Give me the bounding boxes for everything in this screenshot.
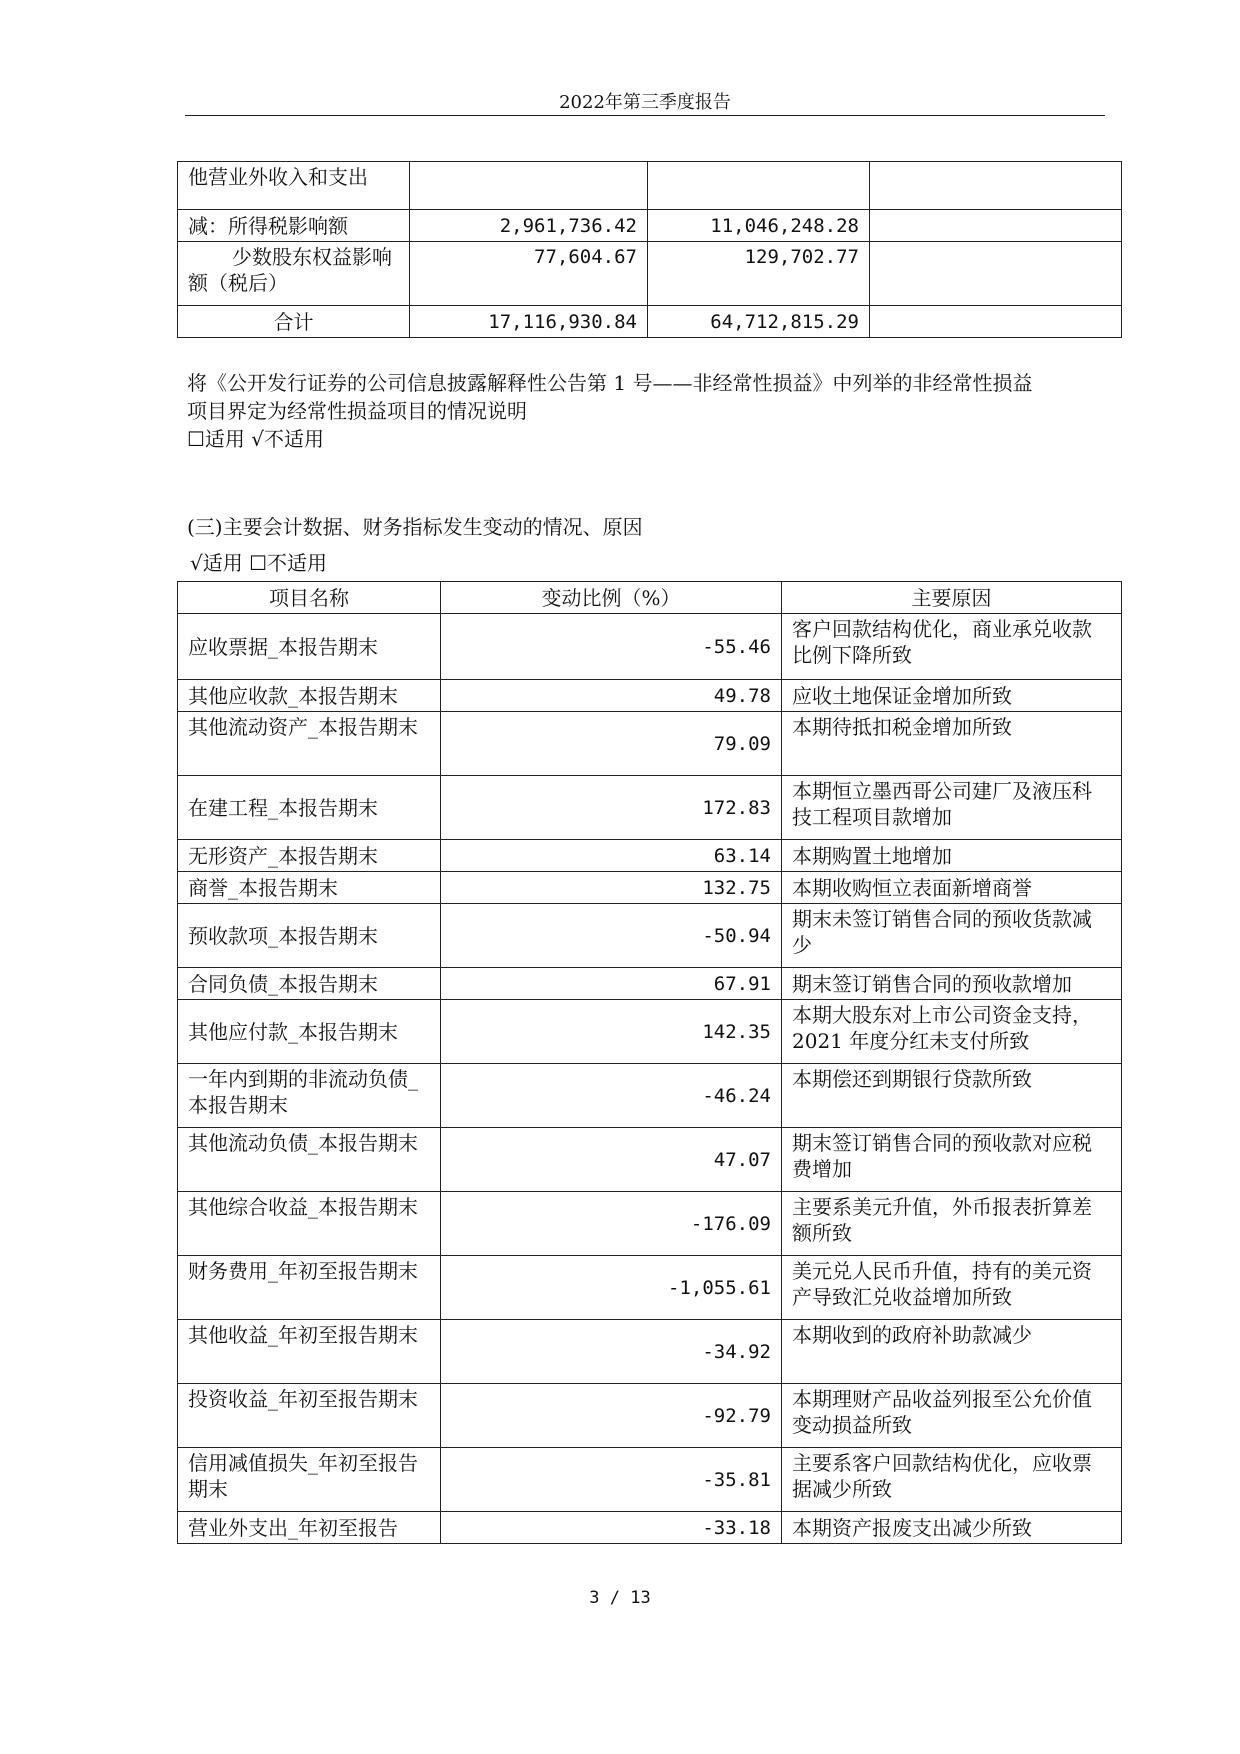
table-row [178, 306, 1122, 338]
item-cell: 其他收益_年初至报告期末 [178, 1320, 441, 1384]
section-title: (三)主要会计数据、财务指标发生变动的情况、原因 [187, 515, 643, 539]
item-cell: 其他应付款_本报告期末 [178, 1000, 441, 1064]
ytd-cell: 64,712,815.29 [648, 306, 870, 338]
table-row [178, 1000, 1122, 1064]
table-row [178, 872, 1122, 904]
column-header-item: 项目名称 [178, 582, 441, 614]
header-divider [185, 115, 1105, 116]
table-row [178, 242, 1122, 306]
ratio-cell: -50.94 [441, 904, 782, 968]
column-header-reason: 主要原因 [782, 582, 1122, 614]
ytd-cell: 129,702.77 [648, 242, 870, 306]
reason-cell: 本期待抵扣税金增加所致 [782, 712, 1122, 776]
item-cell: 其他应收款_本报告期末 [178, 680, 441, 712]
table-row [178, 210, 1122, 242]
reason-cell: 期末签订销售合同的预收款增加 [782, 968, 1122, 1000]
item-cell: 财务费用_年初至报告期末 [178, 1256, 441, 1320]
ratio-cell: -33.18 [441, 1512, 782, 1544]
ratio-cell: 142.35 [441, 1000, 782, 1064]
ratio-cell: 79.09 [441, 712, 782, 776]
ratio-cell: -35.81 [441, 1448, 782, 1512]
table-row [178, 776, 1122, 840]
ratio-cell: -92.79 [441, 1384, 782, 1448]
paragraph-line: 项目界定为经常性损益项目的情况说明 [187, 399, 527, 423]
item-cell: 无形资产_本报告期末 [178, 840, 441, 872]
item-cell: 投资收益_年初至报告期末 [178, 1384, 441, 1448]
reason-cell: 期末未签订销售合同的预收货款减少 [782, 904, 1122, 968]
ratio-cell: -34.92 [441, 1320, 782, 1384]
explanation-paragraph [187, 369, 1117, 453]
reason-cell: 本期收到的政府补助款减少 [782, 1320, 1122, 1384]
item-cell: 合同负债_本报告期末 [178, 968, 441, 1000]
reason-cell: 本期收购恒立表面新增商誉 [782, 872, 1122, 904]
reason-cell: 应收土地保证金增加所致 [782, 680, 1122, 712]
table-row [178, 968, 1122, 1000]
table-header-row [178, 582, 1122, 614]
item-cell: 商誉_本报告期末 [178, 872, 441, 904]
current-period-cell: 2,961,736.42 [410, 210, 648, 242]
reason-cell: 本期大股东对上市公司资金支持，2021 年度分红未支付所致 [782, 1000, 1122, 1064]
current-period-cell: 77,604.67 [410, 242, 648, 306]
paragraph-line: 将《公开发行证券的公司信息披露解释性公告第 1 号——非经常性损益》中列举的非经常性损益 [187, 371, 1033, 395]
ratio-cell: -55.46 [441, 614, 782, 680]
current-period-cell [410, 162, 648, 210]
reason-cell: 本期恒立墨西哥公司建厂及液压科技工程项目款增加 [782, 776, 1122, 840]
reason-cell: 客户回款结构优化，商业承兑收款比例下降所致 [782, 614, 1122, 680]
reason-cell: 本期购置土地增加 [782, 840, 1122, 872]
ratio-cell: 63.14 [441, 840, 782, 872]
table-row [178, 904, 1122, 968]
table-row [178, 1128, 1122, 1192]
table-row [178, 1064, 1122, 1128]
table-row [178, 1448, 1122, 1512]
ytd-cell [648, 162, 870, 210]
table-row [178, 162, 1122, 210]
ratio-cell: 49.78 [441, 680, 782, 712]
ratio-cell: -46.24 [441, 1064, 782, 1128]
item-cell: 信用减值损失_年初至报告期末 [178, 1448, 441, 1512]
table-row [178, 1384, 1122, 1448]
table-row [178, 1512, 1122, 1544]
current-period-cell: 17,116,930.84 [410, 306, 648, 338]
item-cell: 合计 [178, 306, 410, 338]
item-cell: 少数股东权益影响额（税后） [178, 242, 410, 306]
item-cell: 他营业外收入和支出 [178, 162, 410, 210]
reason-cell: 期末签订销售合同的预收款对应税费增加 [782, 1128, 1122, 1192]
column-header-ratio: 变动比例（%） [441, 582, 782, 614]
page-header-title: 2022年第三季度报告 [559, 92, 731, 113]
ratio-cell: -176.09 [441, 1192, 782, 1256]
page-number: 3 / 13 [589, 1588, 651, 1608]
applicability-options: ☐适用 √不适用 [187, 427, 325, 451]
reason-cell: 本期偿还到期银行贷款所致 [782, 1064, 1122, 1128]
ratio-cell: -1,055.61 [441, 1256, 782, 1320]
table-row [178, 712, 1122, 776]
note-cell [870, 210, 1122, 242]
item-cell: 其他流动资产_本报告期末 [178, 712, 441, 776]
non-recurring-items-table [177, 161, 1122, 338]
ratio-cell: 67.91 [441, 968, 782, 1000]
reason-cell: 主要系客户回款结构优化，应收票据减少所致 [782, 1448, 1122, 1512]
item-cell: 其他综合收益_本报告期末 [178, 1192, 441, 1256]
ytd-cell: 11,046,248.28 [648, 210, 870, 242]
item-cell: 应收票据_本报告期末 [178, 614, 441, 680]
reason-cell: 美元兑人民币升值，持有的美元资产导致汇兑收益增加所致 [782, 1256, 1122, 1320]
note-cell [870, 242, 1122, 306]
note-cell [870, 306, 1122, 338]
item-cell: 预收款项_本报告期末 [178, 904, 441, 968]
table-row [178, 1320, 1122, 1384]
item-cell: 一年内到期的非流动负债_本报告期末 [178, 1064, 441, 1128]
reason-cell: 本期理财产品收益列报至公允价值变动损益所致 [782, 1384, 1122, 1448]
applicability-options: √适用 ☐不适用 [190, 551, 328, 575]
item-cell: 其他流动负债_本报告期末 [178, 1128, 441, 1192]
item-cell: 营业外支出_年初至报告 [178, 1512, 441, 1544]
reason-cell: 主要系美元升值，外币报表折算差额所致 [782, 1192, 1122, 1256]
table-row [178, 840, 1122, 872]
reason-cell: 本期资产报废支出减少所致 [782, 1512, 1122, 1544]
major-changes-table [177, 581, 1122, 1544]
ratio-cell: 47.07 [441, 1128, 782, 1192]
table-row [178, 614, 1122, 680]
major-changes-body [178, 614, 1122, 1544]
ratio-cell: 132.75 [441, 872, 782, 904]
item-cell: 在建工程_本报告期末 [178, 776, 441, 840]
ratio-cell: 172.83 [441, 776, 782, 840]
table-row [178, 1192, 1122, 1256]
note-cell [870, 162, 1122, 210]
table-row [178, 1256, 1122, 1320]
item-cell: 减：所得税影响额 [178, 210, 410, 242]
table-row [178, 680, 1122, 712]
